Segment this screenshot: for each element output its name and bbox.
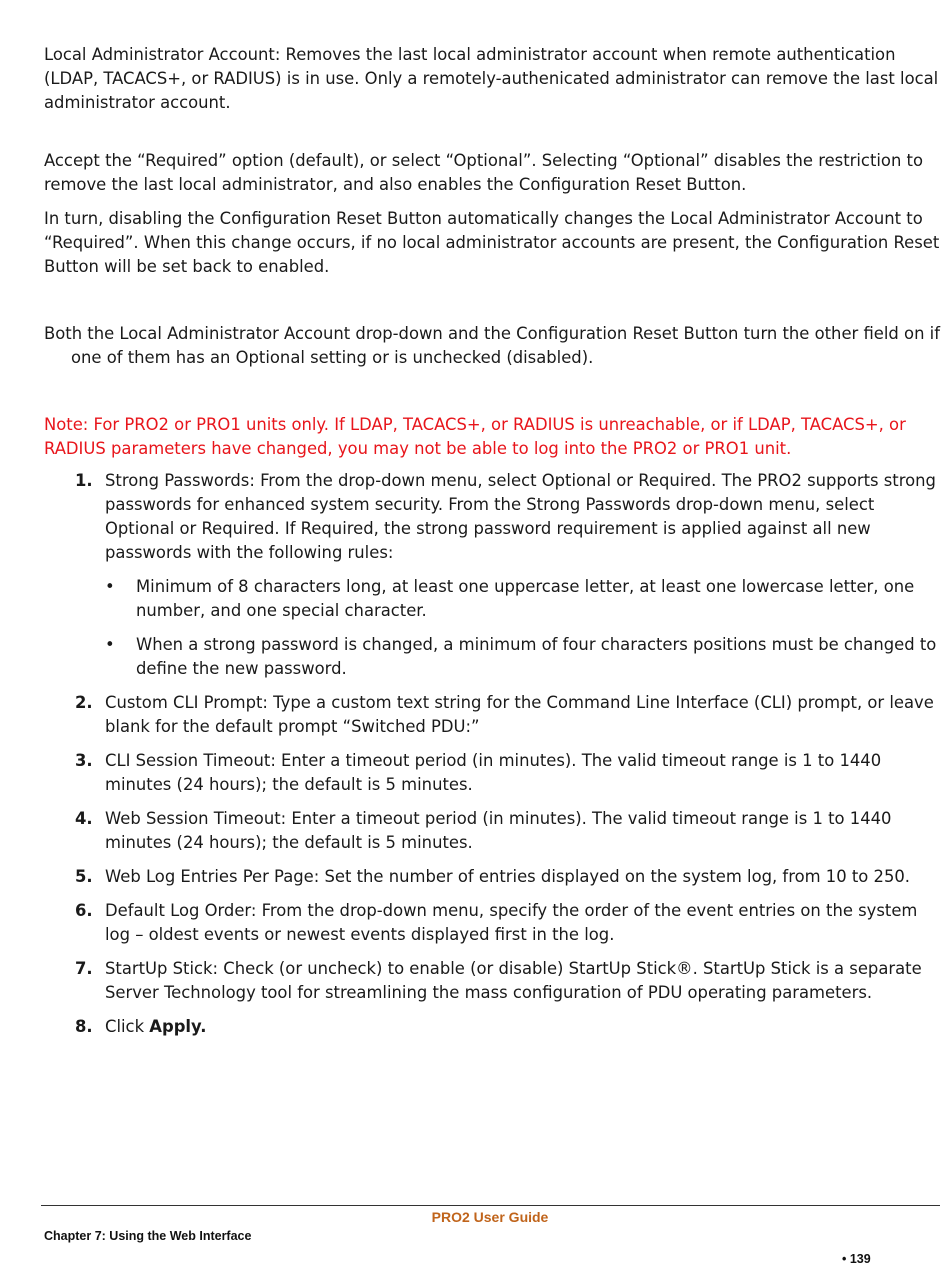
paragraph-reset-button: In turn, disabling the Configuration Reset Button automatically changes the Local Administrator Account to “Required”. When this change occurs, if no local administrator accounts are present, the Configuration Reset Button will be set back to enabled.: [44, 209, 940, 276]
footer-chapter: Chapter 7: Using the Web Interface: [44, 1229, 252, 1243]
step-number: 3.: [75, 751, 93, 770]
step-text: Strong Passwords: From the drop-down menu, select Optional or Required. The PRO2 supports strong passwords for enhanced system security. From the Strong Passwords drop-down menu, select Optional or Required. If Required, the strong password requirement is applied against all new passwords with the following rules:: [105, 471, 936, 562]
step-item: [44, 1015, 940, 1039]
step-number: 6.: [75, 901, 93, 920]
footer-guide-title: PRO2 User Guide: [431, 1209, 549, 1225]
bullet-text: When a strong password is changed, a minimum of four characters positions must be changed to define the new password.: [136, 635, 937, 678]
step-text: Custom CLI Prompt: Type a custom text string for the Command Line Interface (CLI) prompt, or leave blank for the default prompt “Switched PDU:”: [105, 693, 934, 736]
step-item: [44, 957, 940, 1005]
paragraph-local-admin: Local Administrator Account: Removes the last local administrator account when remote authentication (LDAP, TACACS+, or RADIUS) is in use. Only a remotely-authenicated administrator can remove the last local administrator account.: [44, 45, 939, 112]
note-label: Note:: [44, 415, 89, 434]
step-item: [44, 865, 940, 889]
step-number: 2.: [75, 693, 93, 712]
list-item: [105, 575, 940, 623]
step-item: [44, 899, 940, 947]
step-text: Web Log Entries Per Page: Set the number of entries displayed on the system log, from 10 to 250.: [105, 867, 911, 886]
step-item: [44, 807, 940, 855]
document-body: [44, 43, 940, 1049]
steps-list: [44, 469, 940, 1039]
footer-divider: [41, 1205, 940, 1206]
step-number: 5.: [75, 867, 93, 886]
note-paragraph: [44, 413, 940, 461]
paragraph-required-option: Accept the “Required” option (default), or select “Optional”. Selecting “Optional” disables the restriction to remove the last local administrator, and also enables the Configuration Reset Button.: [44, 151, 924, 194]
bullet-text: Minimum of 8 characters long, at least one uppercase letter, at least one lowercase letter, one number, and one special character.: [136, 577, 915, 620]
step-text: Web Session Timeout: Enter a timeout period (in minutes). The valid timeout range is 1 to 1440 minutes (24 hours); the default is 5 minutes.: [105, 809, 892, 852]
step-text: Click: [105, 1017, 150, 1036]
apply-label: Apply.: [149, 1017, 207, 1036]
page-number: • 139: [842, 1252, 871, 1266]
paragraph-both-fields: Both the Local Administrator Account drop-down and the Configuration Reset Button turn the other field on if one of them has an Optional setting or is unchecked (disabled).: [44, 324, 941, 367]
step-text: StartUp Stick: Check (or uncheck) to enable (or disable) StartUp Stick®. StartUp Stick is a separate Server Technology tool for streamlining the mass configuration of PDU operating parameters.: [105, 959, 922, 1002]
step-number: 4.: [75, 809, 93, 828]
step-text: Default Log Order: From the drop-down menu, specify the order of the event entries on the system log – oldest events or newest events displayed first in the log.: [105, 901, 918, 944]
step-text: CLI Session Timeout: Enter a timeout period (in minutes). The valid timeout range is 1 to 1440 minutes (24 hours); the default is 5 minutes.: [105, 751, 882, 794]
step-item: [44, 691, 940, 739]
list-item: [105, 633, 940, 681]
step-number: 7.: [75, 959, 93, 978]
step-number: 1.: [75, 471, 93, 490]
step-item: [44, 469, 940, 681]
step-item: [44, 749, 940, 797]
bullet-icon: •: [105, 577, 115, 596]
bullet-icon: •: [105, 635, 115, 654]
step-number: 8.: [75, 1017, 93, 1036]
note-text: For PRO2 or PRO1 units only. If LDAP, TACACS+, or RADIUS is unreachable, or if LDAP, TACACS+, or RADIUS parameters have changed, you may not be able to log into the PRO2 or PRO1 unit.: [44, 415, 906, 458]
password-rules-list: [105, 575, 940, 681]
